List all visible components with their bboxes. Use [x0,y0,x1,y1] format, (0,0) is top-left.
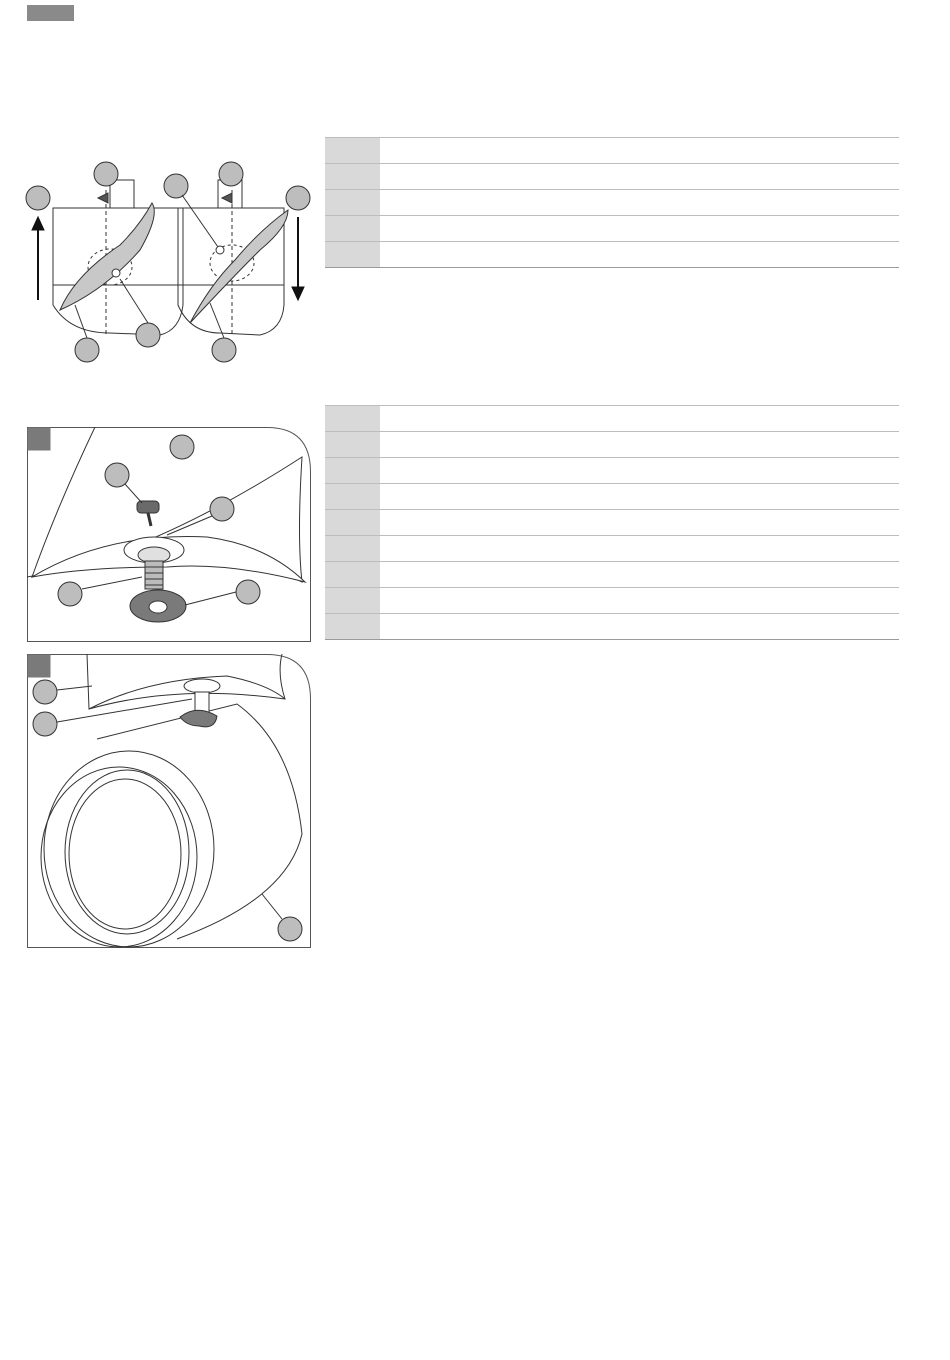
step-marker [28,655,51,678]
legend-row [325,163,899,189]
callout-marker [286,186,310,210]
legend-row-number [325,614,380,639]
figure-pipe-assembly [27,654,311,948]
callout-marker [278,917,302,941]
legend-row [325,587,899,613]
legend-row [325,561,899,587]
legend-row-text [380,614,899,639]
legend-row [325,241,899,268]
legend-row-text [380,536,899,561]
figure-flap-positions [20,155,320,370]
legend-row-text [380,406,899,431]
legend-row [325,509,899,535]
legend-row-number [325,242,380,267]
flap-top [87,654,285,709]
callout-marker [58,582,82,606]
legend-row [325,137,899,163]
legend-row-number [325,190,380,215]
pipe [41,704,302,947]
legend-row-text [380,164,899,189]
callout-marker [236,580,260,604]
legend-row [325,189,899,215]
figure-flap-assembly [27,427,311,642]
callout-marker [164,174,188,198]
legend-row-text [380,458,899,483]
callout-marker [26,186,50,210]
header-tab [27,5,74,21]
legend-row-number [325,216,380,241]
flap-view-right [178,180,288,335]
legend-row-number [325,562,380,587]
legend-row [325,613,899,640]
legend-row-text [380,510,899,535]
legend-row [325,215,899,241]
callout-marker [33,680,57,704]
legend-row-number [325,484,380,509]
legend-row-number [325,536,380,561]
legend-row-text [380,432,899,457]
legend-row-number [325,138,380,163]
legend-row-text [380,190,899,215]
legend-row-number [325,406,380,431]
callout-marker [33,712,57,736]
flap-view-left [53,180,183,335]
legend-row-text [380,562,899,587]
legend-row [325,405,899,431]
legend-row-text [380,138,899,163]
step-marker [28,428,51,451]
callout-marker [105,463,129,487]
legend-row [325,483,899,509]
legend-row-number [325,164,380,189]
legend-table-mid [325,405,899,640]
legend-row-number [325,432,380,457]
legend-row-text [380,588,899,613]
arrow-down-icon [292,217,304,300]
callout-marker [170,435,194,459]
callout-marker [212,338,236,362]
legend-row-text [380,242,899,267]
legend-row [325,457,899,483]
legend-row-number [325,458,380,483]
legend-table-top [325,137,899,268]
clamp [180,679,220,727]
callout-marker [219,162,243,186]
arrow-up-icon [32,217,44,300]
legend-row [325,535,899,561]
legend-row-text [380,484,899,509]
callout-marker [75,338,99,362]
legend-row-text [380,216,899,241]
callout-marker [210,497,234,521]
callout-marker [94,162,118,186]
callout-marker [136,323,160,347]
legend-row-number [325,510,380,535]
legend-row [325,431,899,457]
legend-row-number [325,588,380,613]
